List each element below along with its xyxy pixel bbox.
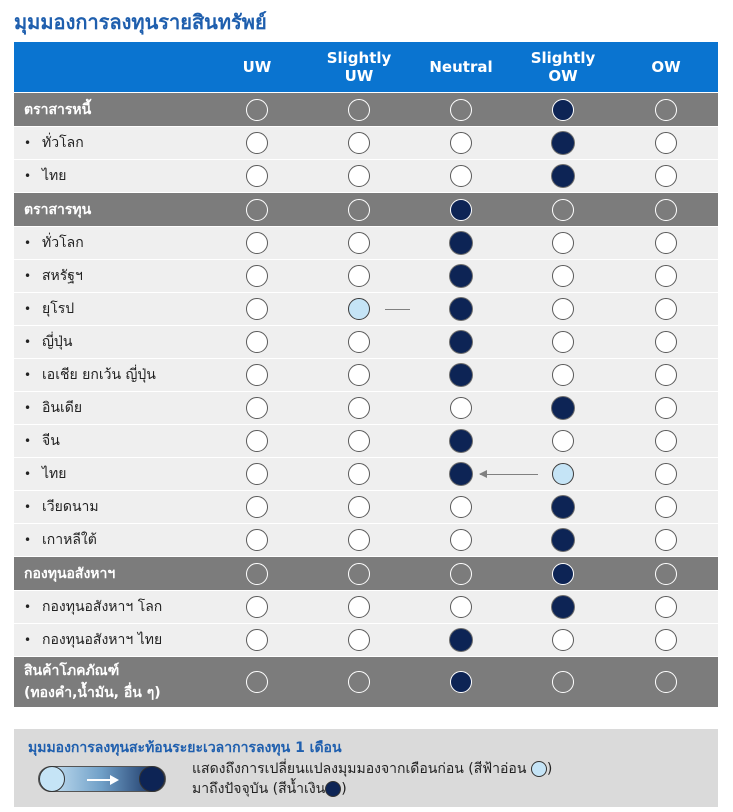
empty-circle-icon <box>348 132 370 154</box>
section-row <box>14 93 718 127</box>
empty-circle-icon <box>450 397 472 419</box>
rating-cell <box>410 293 512 326</box>
bullet-icon: • <box>24 302 32 316</box>
rating-cell <box>512 458 614 491</box>
empty-circle-icon <box>246 463 268 485</box>
rating-cell <box>512 359 614 392</box>
rating-cell <box>512 557 614 591</box>
rating-cell <box>614 624 718 657</box>
rating-cell <box>308 425 410 458</box>
rating-cell <box>206 227 308 260</box>
empty-circle-icon <box>246 629 268 651</box>
row-label-text: กองทุนอสังหาฯ ไทย <box>42 632 163 648</box>
rating-cell <box>512 127 614 160</box>
asset-row <box>14 293 718 326</box>
empty-circle-icon <box>246 165 268 187</box>
row-label <box>14 326 206 359</box>
empty-circle-icon <box>246 430 268 452</box>
rating-cell <box>206 524 308 557</box>
rating-cell <box>614 227 718 260</box>
rating-cell <box>410 127 512 160</box>
empty-circle-icon <box>655 165 677 187</box>
empty-circle-icon <box>655 430 677 452</box>
legend-line1-end: ) <box>546 761 553 777</box>
current-view-circle-icon <box>450 265 472 287</box>
empty-circle-icon <box>246 99 268 121</box>
rating-cell <box>206 293 308 326</box>
rating-cell <box>308 392 410 425</box>
legend-line2-end: ) <box>341 781 347 797</box>
empty-circle-icon <box>246 265 268 287</box>
row-label-text: ตราสารทุน <box>24 201 92 218</box>
empty-circle-icon <box>246 331 268 353</box>
rating-cell <box>512 260 614 293</box>
current-view-circle-icon <box>450 463 472 485</box>
rating-cell <box>308 127 410 160</box>
rating-cell <box>308 260 410 293</box>
empty-circle-icon <box>655 298 677 320</box>
rating-cell <box>206 657 308 707</box>
header-label-column <box>14 42 206 93</box>
current-view-circle-icon <box>450 364 472 386</box>
header-col-label: OW <box>548 67 578 85</box>
empty-circle-icon <box>655 132 677 154</box>
asset-row <box>14 624 718 657</box>
rating-cell <box>206 93 308 127</box>
rating-cell <box>308 93 410 127</box>
row-label <box>14 293 206 326</box>
empty-circle-icon <box>552 671 574 693</box>
rating-cell <box>614 392 718 425</box>
rating-cell <box>614 359 718 392</box>
asset-row <box>14 127 718 160</box>
empty-circle-icon <box>348 99 370 121</box>
bullet-icon: • <box>24 335 32 349</box>
row-label <box>14 227 206 260</box>
asset-row <box>14 392 718 425</box>
current-view-circle-icon <box>450 331 472 353</box>
row-label <box>14 458 206 491</box>
empty-circle-icon <box>246 298 268 320</box>
bullet-icon: • <box>24 633 32 647</box>
rating-cell <box>308 160 410 193</box>
current-view-circle-icon <box>450 199 472 221</box>
row-label-text: จีน <box>42 433 60 449</box>
row-label <box>14 93 206 127</box>
rating-cell <box>614 293 718 326</box>
rating-cell <box>512 491 614 524</box>
empty-circle-icon <box>655 563 677 585</box>
empty-circle-icon <box>348 165 370 187</box>
bullet-icon: • <box>24 401 32 415</box>
section-row <box>14 193 718 227</box>
empty-circle-icon <box>655 463 677 485</box>
rating-cell <box>206 392 308 425</box>
empty-circle-icon <box>552 331 574 353</box>
asset-row <box>14 491 718 524</box>
empty-circle-icon <box>655 364 677 386</box>
row-label <box>14 260 206 293</box>
rating-cell <box>614 458 718 491</box>
empty-circle-icon <box>246 199 268 221</box>
rating-cell <box>614 524 718 557</box>
empty-circle-icon <box>348 364 370 386</box>
row-label <box>14 657 206 707</box>
rating-cell <box>512 591 614 624</box>
light-blue-circle-icon <box>531 761 547 777</box>
row-label <box>14 359 206 392</box>
bullet-icon: • <box>24 236 32 250</box>
rating-cell <box>410 227 512 260</box>
row-label-text: ตราสารหนี้ <box>24 101 92 118</box>
empty-circle-icon <box>246 596 268 618</box>
rating-cell <box>308 359 410 392</box>
header-col-label: Neutral <box>429 58 493 76</box>
empty-circle-icon <box>348 199 370 221</box>
rating-cell <box>308 524 410 557</box>
rating-cell <box>308 657 410 707</box>
row-label-text: สินค้าโภคภัณฑ์ <box>24 662 120 679</box>
rating-cell <box>614 160 718 193</box>
rating-cell <box>512 193 614 227</box>
rating-cell <box>410 524 512 557</box>
empty-circle-icon <box>246 232 268 254</box>
asset-row <box>14 524 718 557</box>
previous-view-circle-icon <box>552 463 574 485</box>
row-label <box>14 624 206 657</box>
row-label-text: สหรัฐฯ <box>42 268 83 284</box>
row-label-text: ไทย <box>42 168 67 184</box>
empty-circle-icon <box>348 265 370 287</box>
empty-circle-icon <box>348 496 370 518</box>
legend-title: มุมมองการลงทุนสะท้อนระยะเวลาการลงทุน 1 เดือน <box>28 740 342 756</box>
empty-circle-icon <box>450 596 472 618</box>
empty-circle-icon <box>348 671 370 693</box>
asset-row <box>14 227 718 260</box>
row-label <box>14 524 206 557</box>
row-label-text: กองทุนอสังหาฯ โลก <box>42 599 163 615</box>
arrow-left-icon <box>480 474 538 475</box>
empty-circle-icon <box>655 99 677 121</box>
current-view-circle-icon <box>450 629 472 651</box>
previous-view-circle-icon <box>348 298 370 320</box>
rating-cell <box>410 557 512 591</box>
current-view-circle-icon <box>552 563 574 585</box>
rating-cell <box>308 624 410 657</box>
row-label-text: ยุโรป <box>42 301 75 317</box>
rating-cell <box>308 591 410 624</box>
empty-circle-icon <box>552 199 574 221</box>
row-label-text: เกาหลีใต้ <box>42 532 97 548</box>
current-view-circle-icon <box>450 298 472 320</box>
rating-cell <box>512 293 614 326</box>
empty-circle-icon <box>348 430 370 452</box>
bullet-icon: • <box>24 533 32 547</box>
table-header-row <box>14 42 718 93</box>
empty-circle-icon <box>655 232 677 254</box>
rating-cell <box>410 657 512 707</box>
asset-row <box>14 425 718 458</box>
section-row <box>14 557 718 591</box>
navy-circle-icon <box>325 781 341 797</box>
row-label-text: ทั่วโลก <box>42 135 84 151</box>
empty-circle-icon <box>348 596 370 618</box>
row-label-text: กองทุนอสังหาฯ <box>24 565 116 582</box>
row-label-text: ญี่ปุ่น <box>42 334 73 350</box>
rating-cell <box>614 193 718 227</box>
rating-cell <box>206 160 308 193</box>
empty-circle-icon <box>655 629 677 651</box>
rating-cell <box>206 591 308 624</box>
header-col <box>512 42 614 93</box>
empty-circle-icon <box>348 397 370 419</box>
previous-month-circle-icon <box>39 766 65 792</box>
empty-circle-icon <box>246 397 268 419</box>
empty-circle-icon <box>552 265 574 287</box>
rating-cell <box>206 260 308 293</box>
current-view-circle-icon <box>450 671 472 693</box>
empty-circle-icon <box>246 364 268 386</box>
header-col <box>308 42 410 93</box>
row-label <box>14 392 206 425</box>
empty-circle-icon <box>348 331 370 353</box>
rating-cell <box>614 491 718 524</box>
empty-circle-icon <box>246 496 268 518</box>
bullet-icon: • <box>24 169 32 183</box>
asset-row <box>14 359 718 392</box>
rating-cell <box>206 326 308 359</box>
asset-row <box>14 260 718 293</box>
rating-cell <box>614 591 718 624</box>
bullet-icon: • <box>24 269 32 283</box>
rating-cell <box>308 293 410 326</box>
header-col-label: UW <box>242 58 272 76</box>
row-label <box>14 591 206 624</box>
asset-row <box>14 458 718 491</box>
rating-cell <box>410 491 512 524</box>
arrow-right-icon <box>87 779 117 781</box>
rating-cell <box>512 425 614 458</box>
empty-circle-icon <box>246 132 268 154</box>
bullet-icon: • <box>24 368 32 382</box>
rating-cell <box>410 326 512 359</box>
empty-circle-icon <box>348 529 370 551</box>
row-label <box>14 160 206 193</box>
rating-cell <box>614 127 718 160</box>
rating-cell <box>410 591 512 624</box>
empty-circle-icon <box>552 298 574 320</box>
row-label <box>14 557 206 591</box>
legend-line1: แสดงถึงการเปลี่ยนแปลงมุมมองจากเดือนก่อน (สีฟ้าอ่อน <box>192 761 527 777</box>
asset-row <box>14 160 718 193</box>
rating-cell <box>206 193 308 227</box>
current-view-circle-icon <box>552 132 574 154</box>
empty-circle-icon <box>655 265 677 287</box>
rating-cell <box>512 392 614 425</box>
bullet-icon: • <box>24 136 32 150</box>
row-label-text: เวียดนาม <box>42 499 99 515</box>
rating-cell <box>512 524 614 557</box>
rating-cell <box>614 260 718 293</box>
row-label-text: อินเดีย <box>42 400 83 416</box>
current-view-circle-icon <box>552 596 574 618</box>
rating-cell <box>410 260 512 293</box>
current-view-circle-icon <box>552 99 574 121</box>
rating-cell <box>410 392 512 425</box>
empty-circle-icon <box>246 529 268 551</box>
row-label <box>14 193 206 227</box>
asset-row <box>14 326 718 359</box>
rating-cell <box>410 160 512 193</box>
current-view-circle-icon <box>552 496 574 518</box>
rating-cell <box>410 624 512 657</box>
empty-circle-icon <box>655 671 677 693</box>
empty-circle-icon <box>655 199 677 221</box>
legend-text <box>192 759 552 799</box>
empty-circle-icon <box>552 232 574 254</box>
empty-circle-icon <box>246 671 268 693</box>
empty-circle-icon <box>450 496 472 518</box>
header-col-label: Slightly <box>326 49 392 67</box>
table-body <box>14 93 718 707</box>
empty-circle-icon <box>246 563 268 585</box>
rating-cell <box>512 227 614 260</box>
row-label <box>14 127 206 160</box>
row-label <box>14 491 206 524</box>
current-view-circle-icon <box>552 529 574 551</box>
legend-box <box>14 729 718 807</box>
rating-cell <box>206 458 308 491</box>
current-view-circle-icon <box>552 397 574 419</box>
empty-circle-icon <box>655 331 677 353</box>
empty-circle-icon <box>450 99 472 121</box>
bullet-icon: • <box>24 434 32 448</box>
empty-circle-icon <box>348 629 370 651</box>
rating-cell <box>308 557 410 591</box>
rating-cell <box>206 624 308 657</box>
empty-circle-icon <box>552 430 574 452</box>
empty-circle-icon <box>655 496 677 518</box>
rating-cell <box>512 624 614 657</box>
asset-view-table <box>14 42 718 707</box>
empty-circle-icon <box>348 563 370 585</box>
row-label-text: ไทย <box>42 466 67 482</box>
empty-circle-icon <box>552 629 574 651</box>
rating-cell <box>206 557 308 591</box>
asset-row <box>14 591 718 624</box>
header-col-label: Slightly <box>530 49 596 67</box>
header-col <box>206 42 308 93</box>
bullet-icon: • <box>24 500 32 514</box>
rating-cell <box>512 93 614 127</box>
rating-cell <box>308 326 410 359</box>
bullet-icon: • <box>24 600 32 614</box>
rating-cell <box>614 425 718 458</box>
rating-cell <box>614 326 718 359</box>
rating-cell <box>410 425 512 458</box>
rating-cell <box>512 326 614 359</box>
empty-circle-icon <box>450 563 472 585</box>
rating-cell <box>206 127 308 160</box>
rating-cell <box>614 557 718 591</box>
row-label-text: ทั่วโลก <box>42 235 84 251</box>
page-title: มุมมองการลงทุนรายสินทรัพย์ <box>14 10 267 34</box>
rating-cell <box>614 93 718 127</box>
empty-circle-icon <box>450 132 472 154</box>
row-label-text: (ทองคำ,น้ำมัน, อื่น ๆ) <box>24 684 161 701</box>
rating-cell <box>206 359 308 392</box>
current-view-circle-icon <box>450 232 472 254</box>
rating-cell <box>410 359 512 392</box>
empty-circle-icon <box>552 364 574 386</box>
rating-cell <box>206 491 308 524</box>
rating-cell <box>308 458 410 491</box>
rating-cell <box>512 657 614 707</box>
empty-circle-icon <box>655 397 677 419</box>
rating-cell <box>206 425 308 458</box>
rating-cell <box>512 160 614 193</box>
rating-cell <box>308 491 410 524</box>
section-row <box>14 657 718 707</box>
change-indicator-bar <box>38 766 166 792</box>
rating-cell <box>308 227 410 260</box>
empty-circle-icon <box>655 529 677 551</box>
rating-cell <box>410 193 512 227</box>
rating-cell <box>614 657 718 707</box>
current-view-circle-icon <box>552 165 574 187</box>
header-col <box>410 42 512 93</box>
empty-circle-icon <box>655 596 677 618</box>
header-col <box>614 42 718 93</box>
empty-circle-icon <box>450 529 472 551</box>
row-label-text: เอเชีย ยกเว้น ญี่ปุ่น <box>42 367 156 383</box>
current-view-circle-icon <box>450 430 472 452</box>
bullet-icon: • <box>24 467 32 481</box>
empty-circle-icon <box>450 165 472 187</box>
rating-cell <box>308 193 410 227</box>
empty-circle-icon <box>348 463 370 485</box>
legend-line2: มาถึงปัจจุบัน (สีน้ำเงิน <box>192 781 326 797</box>
rating-cell <box>410 93 512 127</box>
header-col-label: UW <box>344 67 374 85</box>
current-circle-icon <box>139 766 165 792</box>
row-label <box>14 425 206 458</box>
header-col-label: OW <box>651 58 681 76</box>
empty-circle-icon <box>348 232 370 254</box>
